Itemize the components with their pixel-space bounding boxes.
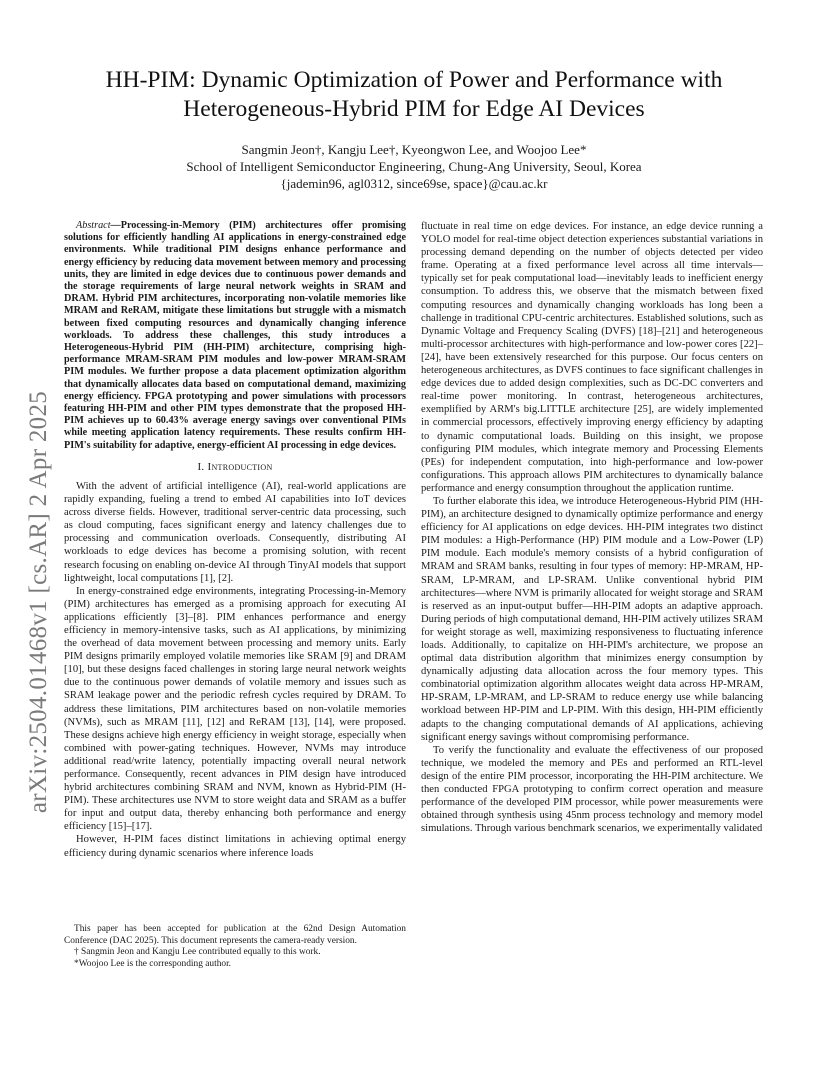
arxiv-identifier: arXiv:2504.01468v1 [cs.AR] 2 Apr 2025 bbox=[25, 390, 52, 814]
footnote-equal-contribution: † Sangmin Jeon and Kangju Lee contributed equally to this work. bbox=[74, 947, 321, 957]
author-block bbox=[62, 141, 766, 192]
intro-paragraph-2: In energy-constrained edge environments, integrating Processing-in-Memory (PIM) architectures has emerged as a promising approach for executing AI applications efficiently [3]–[8]. PIM enhances performance and energy efficiency in memory-intensive tasks, such as AI applications, by minimizing the overhead of data movement between processing and memory units. Early PIM designs primarily employed volatile memories like SRAM [9] and DRAM [10], but these designs faced challenges in storing large neural network weights due to the continuous power demands of volatile memory and issues such as SRAM leakage power and the periodic refresh cycles required by DRAM. To address these limitations, PIM architectures based on non-volatile memories (NVMs), such as MRAM [11], [12] and ReRAM [13], [14], were proposed. These designs achieve high energy efficiency in weight storage, especially when combined with power-gating techniques. However, NVMs may introduce additional read/write latency, potentially impacting overall neural network performance. Consequently, recent advances in PIM design have introduced hybrid architectures combining SRAM and NVM, known as Hybrid-PIM (H-PIM). These architectures use NVM to store weight data and SRAM as a buffer for input and output data, thereby enhancing both performance and energy efficiency [15]–[17]. bbox=[64, 585, 406, 833]
arxiv-sidebar bbox=[16, 292, 62, 912]
footnotes bbox=[64, 924, 406, 970]
title-line-2: Heterogeneous-Hybrid PIM for Edge AI Devices bbox=[183, 96, 645, 122]
author-emails: {jademin96, agl0312, since69se, space}@cau.ac.kr bbox=[280, 176, 548, 191]
footnote-acceptance: This paper has been accepted for publication at the 62nd Design Automation Conference (DAC 2025). This document represents the camera-ready version. bbox=[64, 924, 406, 946]
abstract bbox=[64, 220, 406, 452]
footnote-corresponding-author: *Woojoo Lee is the corresponding author. bbox=[74, 958, 232, 969]
abstract-lead: Abstract bbox=[76, 220, 111, 231]
title-line-1: HH-PIM: Dynamic Optimization of Power and Performance with bbox=[105, 67, 723, 93]
right-paragraph-1: fluctuate in real time on edge devices. For instance, an edge device running a YOLO model for real-time object detection experiences substantial variations in processing demand depending on the number of objects detected per video frame. Operating at a fixed performance level across all time intervals—typically set for peak computational load—inevitably leads to inefficient energy consumption. To address this, we observe that the mismatch between fixed computing resources and dynamically changing workloads has long been a challenge in traditional CPU-centric architectures. Established solutions, such as Dynamic Voltage and Frequency Scaling (DVFS) [18]–[21] and heterogeneous multi-processor architectures with high-performance and low-power cores [22]–[24], have been extensively researched for this purpose. Our focus centers on heterogeneous architectures, as DVFS continues to face significant challenges in edge devices due to added design complexities, such as DC-DC converters and real-time power monitoring. In contrast, heterogeneous architectures, exemplified by ARM's big.LITTLE architecture [25], are widely implemented in commercial processors, effectively improving energy efficiency by adapting to dynamic computational loads. Building on this insight, we propose configuring PIM modules, which integrate memory and Processing Elements (PEs) for independent computation, into high-performance and low-power configurations. This approach allows PIM architectures to dynamically balance performance and energy consumption throughout the application runtime. bbox=[421, 221, 763, 494]
right-paragraph-2: To further elaborate this idea, we introduce Heterogeneous-Hybrid PIM (HH-PIM), an architecture designed to dynamically optimize performance and energy efficiency for AI applications on edge devices. HH-PIM integrates two distinct PIM modules: a High-Performance (HP) PIM module and a Low-Power (LP) PIM module. Each module's memory consists of a hybrid configuration of MRAM and SRAM banks, resulting in four types of memory: HP-MRAM, HP-SRAM, LP-MRAM, and LP-SRAM. Unlike conventional hybrid PIM architectures—where NVM is primarily allocated for weight storage and SRAM is reserved as an input-output buffer—HH-PIM adopts an adaptive approach. During periods of high computational demand, HH-PIM actively utilizes SRAM for weight storage as well, maximizing responsiveness to fluctuating inference loads. Additionally, to capitalize on HH-PIM's architecture, we propose an optimal data distribution algorithm that minimizes energy consumption by dynamically adjusting data allocation across the four memory types. This combinatorial optimization algorithm allocates weight data across HP-MRAM, HP-SRAM, LP-MRAM, and LP-SRAM to reduce energy use while balancing workload between HP-PIM and LP-PIM. With this design, HH-PIM efficiently adapts to the changing computational demands of AI applications, achieving significant energy savings without compromising performance. bbox=[421, 495, 763, 743]
abstract-text: —Processing-in-Memory (PIM) architectures offer promising solutions for efficiently handling AI applications in energy-constrained edge environments. While traditional PIM designs enhance performance and energy efficiency by reducing data movement between memory and processing units, they are limited in edge devices due to continuous power demands and the storage requirements of large neural network weights in SRAM and DRAM. Hybrid PIM architectures, incorporating non-volatile memories like MRAM and ReRAM, mitigate these limitations but struggle with a mismatch between fixed computing resources and dynamically changing inference workloads. To address these challenges, this study introduces a Heterogeneous-Hybrid PIM (HH-PIM) architecture, comprising high-performance MRAM-SRAM PIM modules and low-power MRAM-SRAM PIM modules. We further propose a data placement optimization algorithm that dynamically allocates data based on computational demand, maximizing energy efficiency. FPGA prototyping and power simulations with processors featuring HH-PIM and other PIM types demonstrate that the proposed HH-PIM achieves up to 60.43% average energy savings over conventional PIMs while meeting application latency requirements. These results confirm HH-PIM's suitability for adaptive, energy-efficient AI processing in edge devices. bbox=[64, 220, 406, 451]
paper-title bbox=[62, 66, 766, 124]
right-column bbox=[421, 220, 763, 835]
right-paragraph-3: To verify the functionality and evaluate the effectiveness of our proposed technique, we modeled the memory and PEs and performed an RTL-level design of the entire PIM processor, incorporating the HH-PIM architecture. We then conducted FPGA prototyping to confirm correct operation and measure performance of the developed PIM processor, while power measurements were obtained through synthesis using 45nm process technology and memory model simulations. Through various benchmark scenarios, we experimentally validated bbox=[421, 744, 763, 835]
intro-paragraph-1: With the advent of artificial intelligence (AI), real-world applications are rapidly expanding, fueling a trend to embed AI capabilities into IoT devices across diverse fields. However, traditional server-centric data processing, such as cloud computing, faces significant energy and latency challenges due to processing and communication overloads. Consequently, distributing AI workloads to edge devices has become a promising solution, with recent research focusing on enabling on-device AI through TinyAI models that support lightweight, local computations [1], [2]. bbox=[64, 480, 406, 584]
author-affiliation: School of Intelligent Semiconductor Engineering, Chung-Ang University, Seoul, Korea bbox=[186, 159, 642, 174]
author-names: Sangmin Jeon†, Kangju Lee†, Kyeongwon Lee, and Woojoo Lee* bbox=[241, 142, 587, 157]
left-column bbox=[64, 220, 406, 860]
section-heading-introduction: I. Introduction bbox=[197, 460, 273, 473]
intro-paragraph-3: However, H-PIM faces distinct limitations in achieving optimal energy efficiency during dynamic scenarios where inference loads bbox=[64, 834, 406, 859]
paper-header bbox=[62, 66, 766, 192]
